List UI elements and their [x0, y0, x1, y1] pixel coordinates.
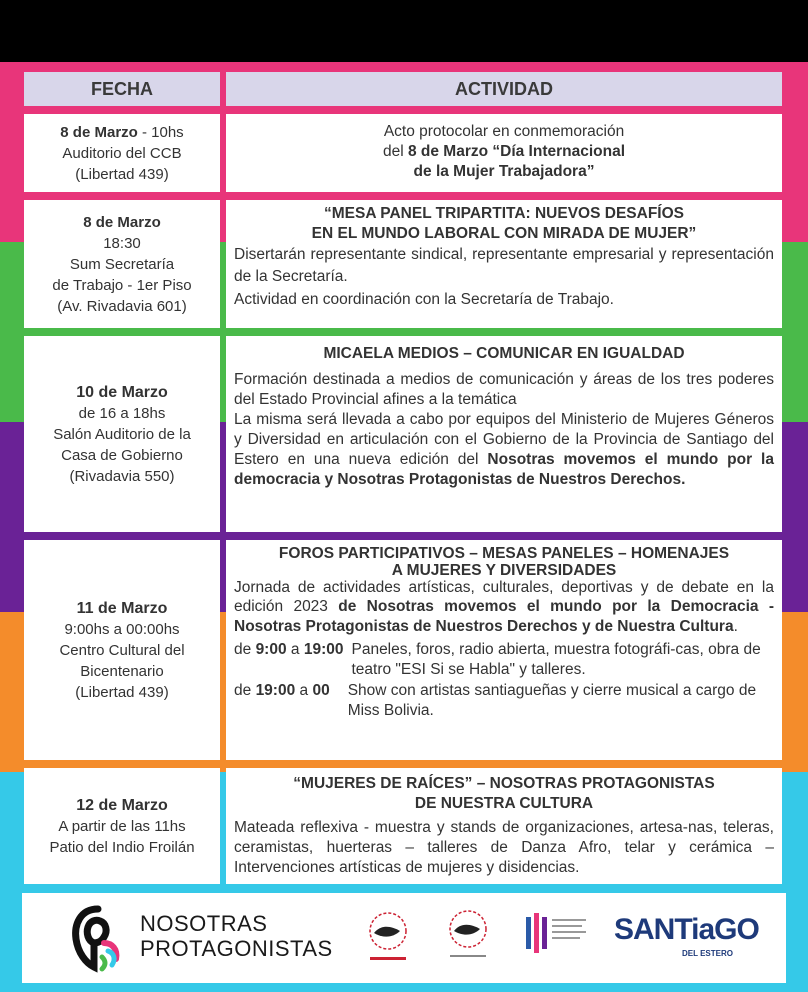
row4-s2-text: Show con artistas santiagueñas y cierre musical a cargo de Miss Bolivia. — [347, 682, 757, 719]
row1-place1: Auditorio del CCB — [62, 144, 182, 162]
row3-p2b: Nosotras movemos el mundo por la democracia y Nosotras Protagonistas de Nuestros Derechos. — [234, 451, 774, 488]
row4-place2: Bicentenario — [80, 662, 164, 680]
row2-time: 18:30 — [103, 234, 141, 252]
row4-place3: (Libertad 439) — [75, 683, 169, 701]
row3-date-cell — [24, 336, 220, 532]
row5-activity-cell — [226, 768, 782, 884]
row4-p1c: . — [733, 617, 738, 635]
row1-activity-cell — [226, 114, 782, 192]
row4-p1a: Jornada de actividades artísticas, culturales, deportivas y de debate en la edición 2023 — [234, 578, 774, 615]
row4-s1-from: 9:00 — [255, 641, 287, 658]
row4-s2-de: de — [234, 682, 256, 699]
brand-line1: NOSOTRAS — [140, 911, 268, 936]
derechos-seal-icon — [440, 905, 496, 965]
santiago-logo-a: SAN — [614, 913, 675, 946]
row3-p1: Formación destinada a medios de comunicación y áreas de los tres poderes del Estado Provincial afines a la temática — [234, 371, 774, 408]
santiago-logo — [614, 913, 759, 947]
row4-schedule2 — [234, 681, 774, 720]
row1-line2b: 8 de Marzo “Día Internacional — [407, 143, 626, 160]
justicia-logo-icon — [522, 909, 592, 959]
row2-place2: de Trabajo - 1er Piso — [52, 276, 192, 294]
row5-place2: Patio del Indio Froilán — [49, 838, 195, 856]
row4-date-cell — [24, 540, 220, 760]
row5-date: 12 de Marzo — [76, 796, 168, 814]
genero-seal-icon — [360, 907, 416, 967]
row4-s2-a: a — [295, 682, 313, 699]
row2-title1: “MESA PANEL TRIPARTITA: NUEVOS DESAFÍOS — [324, 205, 684, 222]
row3-date: 10 de Marzo — [76, 383, 168, 401]
row3-activity-cell — [226, 336, 782, 532]
row5-place1: A partir de las 11hs — [58, 817, 186, 835]
brand-line2: PROTAGONISTAS — [140, 936, 333, 961]
row4-title1: FOROS PARTICIPATIVOS – MESAS PANELES – HOMENAJES — [278, 545, 730, 562]
row4-s1-de: de — [234, 641, 256, 658]
row5-title1: “MUJERES DE RAÍCES” – NOSOTRAS PROTAGONISTAS — [293, 775, 715, 792]
row1-time: - 10hs — [137, 123, 184, 141]
row4-s1-to: 19:00 — [303, 641, 344, 658]
row1-line2a: del — [382, 143, 408, 160]
row4-s1-a: a — [286, 641, 304, 658]
row4-place1: Centro Cultural del — [59, 641, 185, 659]
header-fecha: FECHA — [24, 72, 220, 106]
row3-place3: (Rivadavia 550) — [69, 467, 175, 485]
row4-schedule1 — [234, 640, 774, 679]
header-actividad: ACTIVIDAD — [226, 72, 782, 106]
row4-s1-text: Paneles, foros, radio abierta, muestra fotográfi-cas, obra de teatro "ESI Si se Habla" y talleres. — [351, 641, 761, 678]
row5-title2: DE NUESTRA CULTURA — [414, 795, 594, 812]
row4-activity-cell — [226, 540, 782, 760]
row2-place1: Sum Secretaría — [69, 255, 175, 273]
top-black-bar — [0, 0, 808, 62]
row4-title2: A MUJERES Y DIVERSIDADES — [391, 561, 617, 579]
row2-activity-cell — [226, 200, 782, 328]
row5-date-cell — [24, 768, 220, 884]
row3-place1: Salón Auditorio de la — [53, 425, 191, 443]
row3-time: de 16 a 18hs — [78, 404, 166, 422]
row4-s2-to: 00 — [312, 682, 330, 699]
santiago-sub: DEL ESTERO — [682, 949, 733, 958]
row3-title1: MICAELA MEDIOS – COMUNICAR EN IGUALDAD — [323, 345, 685, 362]
santiago-logo-b: TiaGO — [674, 913, 759, 946]
row4-s2-from: 19:00 — [255, 682, 296, 699]
row1-line3: de la Mujer Trabajadora” — [413, 163, 595, 180]
row2-p2: Actividad en coordinación con la Secretaría de Trabajo. — [234, 291, 614, 308]
row1-date: 8 de Marzo — [60, 123, 138, 141]
row3-place2: Casa de Gobierno — [61, 446, 183, 464]
row1-place2: (Libertad 439) — [75, 165, 169, 183]
row2-title2: EN EL MUNDO LABORAL CON MIRADA DE MUJER” — [311, 225, 697, 242]
row4-p1b: de Nosotras movemos el mundo por la Democracia - Nosotras Protagonistas de Nuestros Derechos y de Nuestra Cultura — [234, 598, 774, 635]
footer-logos — [22, 893, 786, 983]
row2-p1: Disertarán representante sindical, representante empresarial y representación de la Secretaría. — [234, 246, 774, 285]
row1-line1: Acto protocolar en conmemoración — [383, 123, 625, 140]
row2-place3: (Av. Rivadavia 601) — [57, 297, 187, 315]
row2-date: 8 de Marzo — [83, 213, 161, 231]
row2-date-cell — [24, 200, 220, 328]
row4-date: 11 de Marzo — [76, 599, 168, 617]
row3-p2: La misma será llevada a cabo por equipos del Ministerio de Mujeres Géneros y Diversidad en articulación con el Gobierno de la Provincia de Santiago del Estero en una nueva edición del — [234, 411, 774, 468]
row5-p1: Mateada reflexiva - muestra y stands de organizaciones, artesa-nas, teleras, ceramistas, huerteras – talleres de Danza Afro, telar y cerámica – Intervenciones artísticas de mujeres y disidencias. — [234, 819, 774, 876]
row1-date-cell — [24, 114, 220, 192]
nosotras-protagonistas-logo-icon — [68, 903, 128, 973]
row4-time: 9:00hs a 00:00hs — [64, 620, 180, 638]
